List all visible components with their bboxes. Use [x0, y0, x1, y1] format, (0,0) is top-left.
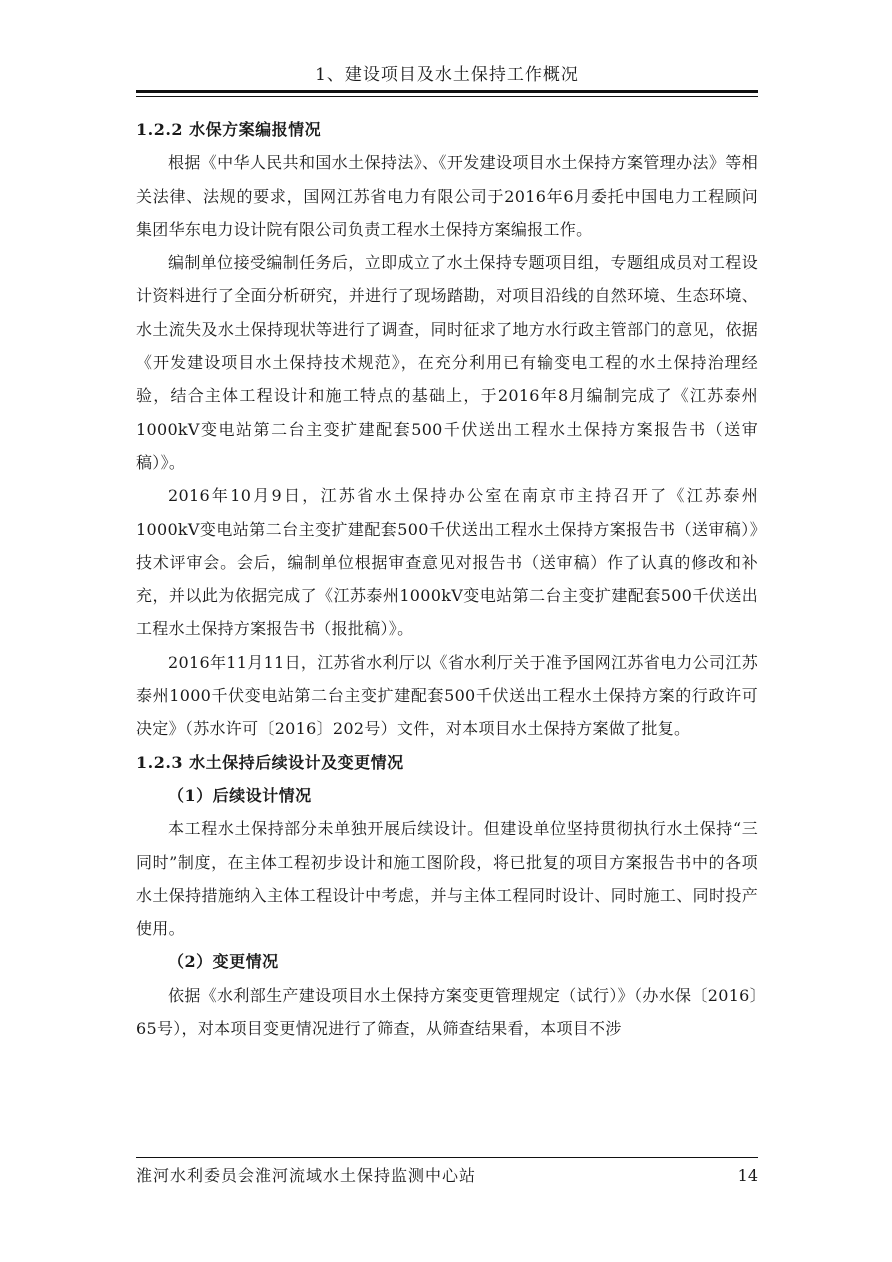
- page-number: 14: [737, 1166, 758, 1185]
- paragraph: 2016年10月9日，江苏省水土保持办公室在南京市主持召开了《江苏泰州1000kV变电站第二台主变扩建配套500千伏送出工程水土保持方案报告书（送审稿）》技术评审会。会后，编制单位根据审查意见对报告书（送审稿）作了认真的修改和补充，并以此为依据完成了《江苏泰州1000kV变电站第二台主变扩建配套500千伏送出工程水土保持方案报告书（报批稿）》。: [136, 486, 758, 639]
- footer-organization: 淮河水利委员会淮河流域水土保持监测中心站: [136, 1166, 477, 1185]
- paragraph: 本工程水土保持部分未单独开展后续设计。但建设单位坚持贯彻执行水土保持“三同时”制度，在主体工程初步设计和施工图阶段，将已批复的项目方案报告书中的各项水土保持措施纳入主体工程设计中考虑，并与主体工程同时设计、同时施工、同时投产使用。: [136, 819, 758, 939]
- paragraph: 依据《水利部生产建设项目水土保持方案变更管理规定（试行）》（办水保〔2016〕65号），对本项目变更情况进行了筛查，从筛查结果看，本项目不涉: [136, 985, 758, 1039]
- page-body: [136, 113, 758, 1045]
- subsection-heading-follow-up-design: （1）后续设计情况: [168, 785, 312, 805]
- section-heading-1-2-2: 1.2.2 水保方案编报情况: [136, 120, 322, 139]
- subsection-heading-changes: （2）变更情况: [168, 952, 279, 972]
- section-heading-1-2-3: 1.2.3 水土保持后续设计及变更情况: [136, 752, 404, 772]
- paragraph: 编制单位接受编制任务后，立即成立了水土保持专题项目组，专题组成员对工程设计资料进行了全面分析研究，并进行了现场踏勘，对项目沿线的自然环境、生态环境、水土流失及水土保持现状等进行了调查，同时征求了地方水行政主管部门的意见，依据《开发建设项目水土保持技术规范》，在充分利用已有输变电工程的水土保持治理经验，结合主体工程设计和施工特点的基础上，于2016年8月编制完成了《江苏泰州1000kV变电站第二台主变扩建配套500千伏送出工程水土保持方案报告书（送审稿）》。: [136, 253, 758, 472]
- running-header-title: 1、建设项目及水土保持工作概况: [315, 65, 579, 85]
- header-rule-thin: [136, 96, 758, 97]
- paragraph: 2016年11月11日，江苏省水利厅以《省水利厅关于准予国网江苏省电力公司江苏泰州1000千伏变电站第二台主变扩建配套500千伏送出工程水土保持方案的行政许可决定》（苏水许可〔2016〕202号）文件，对本项目水土保持方案做了批复。: [136, 652, 758, 739]
- footer-rule: [136, 1157, 758, 1158]
- header-rule-thick: [136, 90, 758, 93]
- paragraph: 根据《中华人民共和国水土保持法》、《开发建设项目水土保持方案管理办法》等相关法律、法规的要求，国网江苏省电力有限公司于2016年6月委托中国电力工程顾问集团华东电力设计院有限公司负责工程水土保持方案编报工作。: [136, 153, 758, 239]
